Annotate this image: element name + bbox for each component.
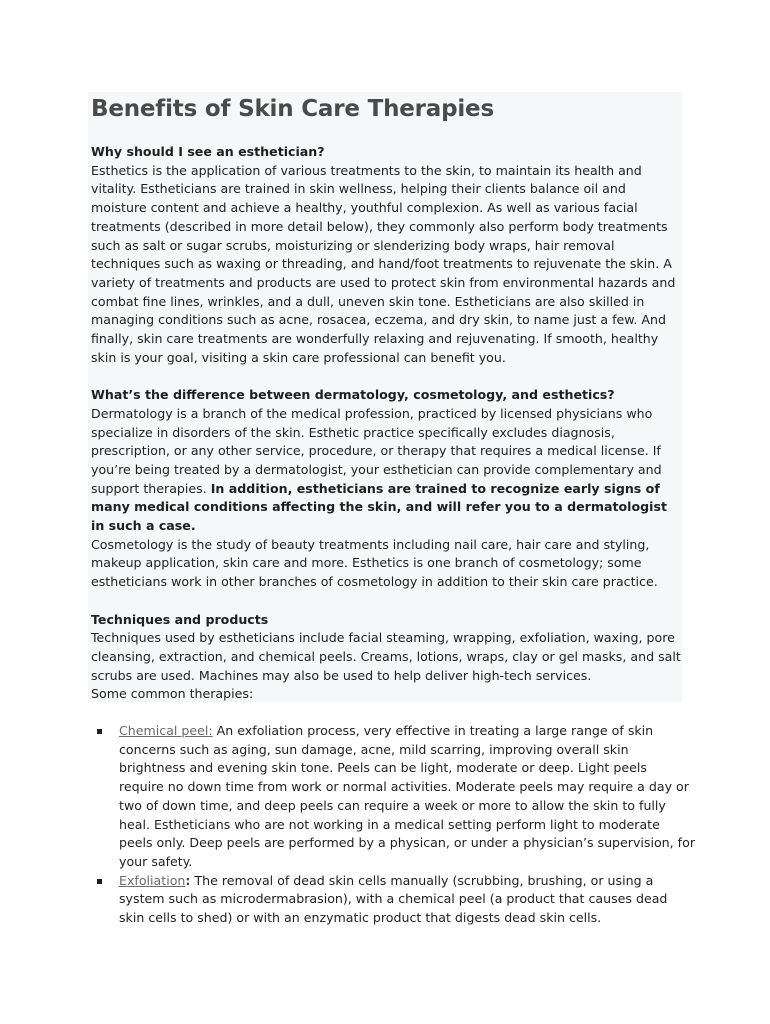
bullet-icon [97, 879, 102, 884]
bold-note: In addition, estheticians are trained to recognize early signs of many medical conditions affecting the skin, and will refer you to a dermatologist in such a case. [91, 480, 667, 534]
article [91, 94, 683, 704]
section-body-2: Cosmetology is the study of beauty treatments including nail care, hair care and styling, makeup application, skin care and more. Esthetics is one branch of cosmetology; some estheticians work in other branches of cosmetology in addition to their skin care practice. [91, 536, 658, 590]
section-body [91, 405, 683, 536]
therapies-list [95, 722, 695, 928]
therapy-colon: : [185, 872, 191, 888]
section-body: Techniques used by estheticians include facial steaming, wrapping, exfoliation, waxing, pore cleansing, extraction, and chemical peels. Creams, lotions, wraps, clay or gel masks, and salt scrubs are used. Machines may also be used to help deliver high-tech services. [91, 630, 681, 683]
page-title: Benefits of Skin Care Therapies [91, 96, 494, 122]
bullet-icon [97, 729, 102, 734]
section-body-2: Some common therapies: [91, 686, 254, 702]
section-esthetician [91, 143, 683, 367]
section-techniques [91, 611, 683, 705]
section-difference [91, 386, 683, 592]
list-item [95, 722, 695, 872]
therapy-description: The removal of dead skin cells manually (scrubbing, brushing, or using a system such as microdermabrasion), with a chemical peel (a product that causes dead skin cells to shed) or with an enzymatic product that digests dead skin cells. [119, 872, 668, 926]
section-heading: What’s the difference between dermatology, cosmetology, and esthetics? [91, 387, 615, 403]
section-heading: Why should I see an esthetician? [91, 144, 325, 159]
list-item [95, 872, 695, 928]
therapy-link-exfoliation[interactable]: Exfoliation [119, 872, 186, 888]
section-heading: Techniques and products [91, 611, 269, 627]
therapy-link-chemical-peel[interactable]: Chemical peel: [119, 723, 213, 738]
section-body: Esthetics is the application of various treatments to the skin, to maintain its health and vitality. Estheticians are trained in skin wellness, helping their clients balance oil and moisture content and achieve a healthy, youthful complexion. As well as various facial treatments (described in more detail below), they commonly also perform body treatments such as salt or sugar scrubs, moisturizing or slenderizing body wraps, hair removal techniques such as waxing or threading, and hand/foot treatments to rejuvenate the skin. A variety of treatments and products are used to protect skin from environmental hazards and combat fine lines, wrinkles, and a dull, uneven skin tone. Estheticians are also skilled in managing conditions such as acne, rosacea, eczema, and dry skin, to name just a few. And finally, skin care treatments are wonderfully relaxing and rejuvenating. If smooth, healthy skin is your goal, visiting a skin care professional can benefit you. [91, 162, 676, 365]
therapy-description: An exfoliation process, very effective in treating a large range of skin concerns such as aging, sun damage, acne, mild scarring, improving overall skin brightness and evening skin tone. Peels can be light, moderate or deep. Light peels require no down time from work or normal activities. Moderate peels may require a day or two of down time, and deep peels can require a week or more to allow the skin to fully heal. Estheticians who are not working in a medical setting perform light to moderate peels only. Deep peels are performed by a physican, or under a physician’s supervision, for your safety. [119, 723, 695, 869]
body-text: Dermatology is a branch of the medical profession, practiced by licensed physicians who specialize in disorders of the skin. Esthetic practice specifically excludes diagnosis, prescription, or any other service, procedure, or therapy that requires a medical license. If you’re being treated by a dermatologist, your esthetician can provide complementary and support therapies. [91, 405, 662, 496]
